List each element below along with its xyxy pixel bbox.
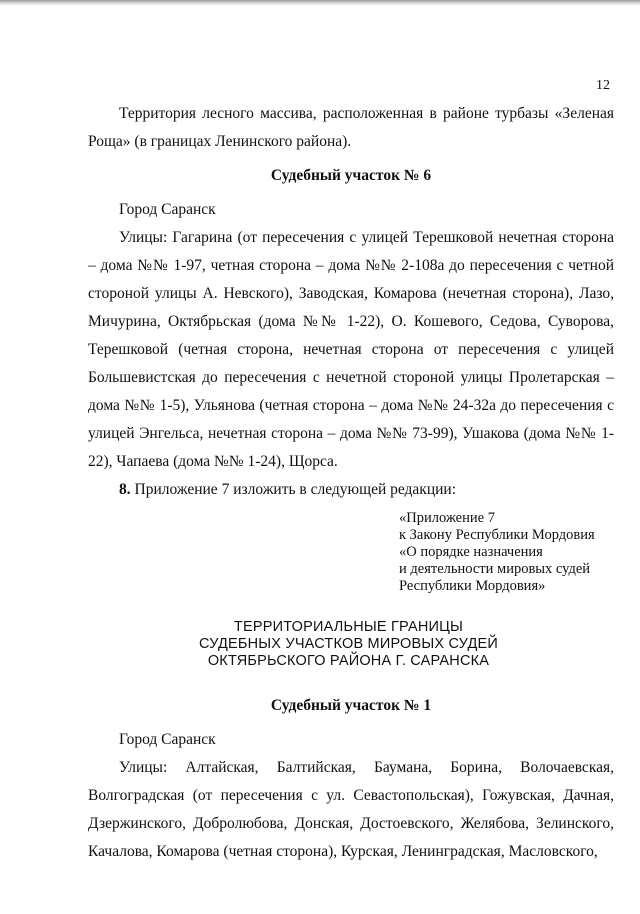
streets-paragraph: Улицы: Гагарина (от пересечения с улицей Терешковой нечетная сторона – дома №№ 1-97, четная сторона – дома №№ 2-108а до пересечения с четной стороной улицы А. Невского), Заводская, Комарова (нечетная сторона), Лазо, Мичурина, Октябрьская (дома №№ 1-22), О. Кошевого, Седова, Суворова, Терешковой (четная сторона, нечетная сторона от пересечения с улицей Большевистская до пересечения с нечетной стороной улицы Пролетарская – дома №№ 1-5), Ульянова (четная сторона – дома №№ 24-32а до пересечения с улицей Энгельса, нечетная сторона – дома №№ 73-99), Ушакова (дома №№ 1-22), Чапаева (дома №№ 1-24), Щорса. [88,229,614,470]
streets-paragraph: Улицы: Алтайская, Балтийская, Баумана, Борина, Волочаевская, Волгоградская (от пересечения с ул. Севастопольская), Гожувская, Дачная, Дзержинского, Добролюбова, Донская, Достоевского, Желябова, Зелинского, Качалова, Комарова (четная сторона), Курская, Ленинградская, Масловского, [88,759,614,860]
appendix-line: к Закону Республики Мордовия [399,527,595,543]
paragraph-forest: Территория лесного массива, расположенная в районе турбазы «Зеленая Роща» (в границах Ленинского района). [88,105,614,150]
document-title [88,619,614,670]
section-heading-6: Судебный участок № 6 [270,167,432,184]
title-line: СУДЕБНЫХ УЧАСТКОВ МИРОВЫХ СУДЕЙ [199,636,498,652]
item-8-text: Приложение 7 изложить в следующей редакции: [134,481,457,498]
appendix-line: «О порядке назначения [399,544,543,560]
page-number: 12 [596,78,610,93]
document-body [88,100,614,866]
title-line: ОКТЯБРЬСКОГО РАЙОНА Г. САРАНСКА [207,653,490,669]
city-line: Город Саранск [119,731,216,748]
item-8-paragraph [88,476,614,504]
appendix-reference [399,510,614,595]
item-8-number: 8. [119,481,131,498]
appendix-line: «Приложение 7 [399,510,495,526]
appendix-line: Республики Мордовия» [399,578,546,594]
section-heading-1: Судебный участок № 1 [270,697,432,714]
appendix-line: и деятельности мировых судей [399,561,591,577]
city-line: Город Саранск [119,201,216,218]
title-line: ТЕРРИТОРИАЛЬНЫЕ ГРАНИЦЫ [233,619,464,635]
scan-edge [0,0,640,6]
